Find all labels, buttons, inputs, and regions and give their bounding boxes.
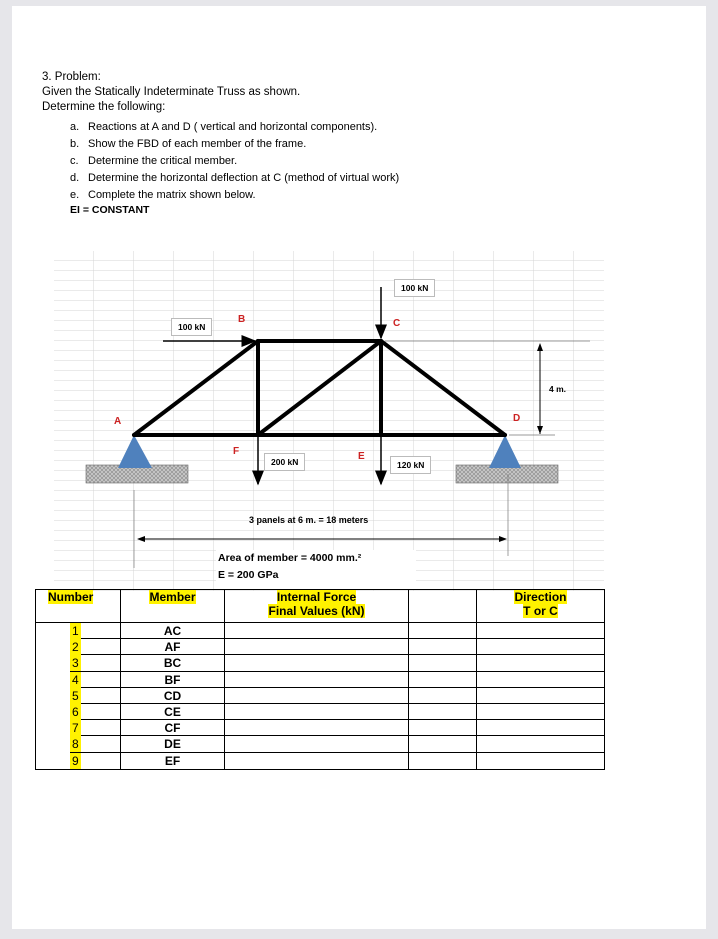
ei-constant: EI = CONSTANT <box>70 204 150 216</box>
task-marker: c. <box>70 155 79 167</box>
node-c-label: C <box>393 318 401 329</box>
load-label-e: 120 kN <box>390 456 431 474</box>
spacer-column <box>409 623 477 770</box>
area-text: Area of member = 4000 mm.² <box>218 552 362 564</box>
number-column <box>36 623 121 770</box>
task-text: Determine the critical member. <box>88 155 238 167</box>
task-text: Determine the horizontal deflection at C (method of virtual work) <box>88 172 400 184</box>
matrix-header-row <box>36 590 605 623</box>
task-marker: e. <box>70 189 80 201</box>
direction-header-line1: Direction <box>514 590 567 604</box>
member-name: AF <box>121 639 224 655</box>
row-number: 6 <box>72 704 79 719</box>
load-label-b: 100 kN <box>171 318 212 336</box>
member-name: DE <box>121 736 224 752</box>
row-number: 8 <box>72 737 79 752</box>
height-label: 4 m. <box>549 384 567 394</box>
node-a-label: A <box>114 416 122 427</box>
task-text: Complete the matrix shown below. <box>88 189 256 201</box>
row-number: 5 <box>72 688 79 703</box>
member-header-cell <box>121 590 225 623</box>
problem-given: Given the Statically Indeterminate Truss as shown. <box>42 86 301 98</box>
span-label: 3 panels at 6 m. = 18 meters <box>249 515 369 525</box>
member-name: CD <box>121 688 224 704</box>
member-name: CE <box>121 704 224 720</box>
task-text: Reactions at A and D ( vertical and horizontal components). <box>88 121 378 133</box>
node-b-label: B <box>238 314 246 325</box>
row-number: 4 <box>72 672 79 687</box>
direction-header-cell <box>477 590 605 623</box>
direction-column[interactable] <box>477 623 605 770</box>
node-d-label: D <box>513 413 521 424</box>
grid-background <box>54 251 604 591</box>
task-text: Show the FBD of each member of the frame. <box>88 138 307 150</box>
row-number: 7 <box>72 721 79 736</box>
member-column <box>121 623 225 770</box>
problem-determine: Determine the following: <box>42 101 166 113</box>
load-label-c: 100 kN <box>394 279 435 297</box>
material-properties <box>216 550 416 590</box>
problem-title: 3. Problem: <box>42 71 101 83</box>
member-name: AC <box>121 623 224 639</box>
number-header-cell <box>36 590 121 623</box>
task-marker: b. <box>70 138 80 150</box>
force-header-line1: Internal Force <box>276 590 357 604</box>
matrix-body-row <box>36 623 605 770</box>
direction-header-line2: T or C <box>523 604 558 618</box>
node-e-label: E <box>358 451 365 462</box>
task-marker: a. <box>70 121 80 133</box>
spacer-header-cell <box>409 590 477 623</box>
row-number: 2 <box>72 640 79 655</box>
member-name: BC <box>121 655 224 671</box>
row-number: 1 <box>72 624 79 638</box>
member-name: BF <box>121 672 224 688</box>
member-name: EF <box>164 753 181 768</box>
number-header: Number <box>48 590 94 604</box>
force-column[interactable] <box>225 623 409 770</box>
member-name: CF <box>121 720 224 736</box>
force-header-line2: Final Values (kN) <box>268 604 365 618</box>
modulus-text: E = 200 GPa <box>218 569 279 581</box>
member-force-matrix <box>35 589 605 770</box>
force-header-cell <box>225 590 409 623</box>
row-number: 9 <box>72 753 79 768</box>
task-marker: d. <box>70 172 80 184</box>
node-f-label: F <box>233 446 240 457</box>
row-number: 3 <box>72 656 79 671</box>
member-header: Member <box>149 590 196 604</box>
load-label-f: 200 kN <box>264 453 305 471</box>
